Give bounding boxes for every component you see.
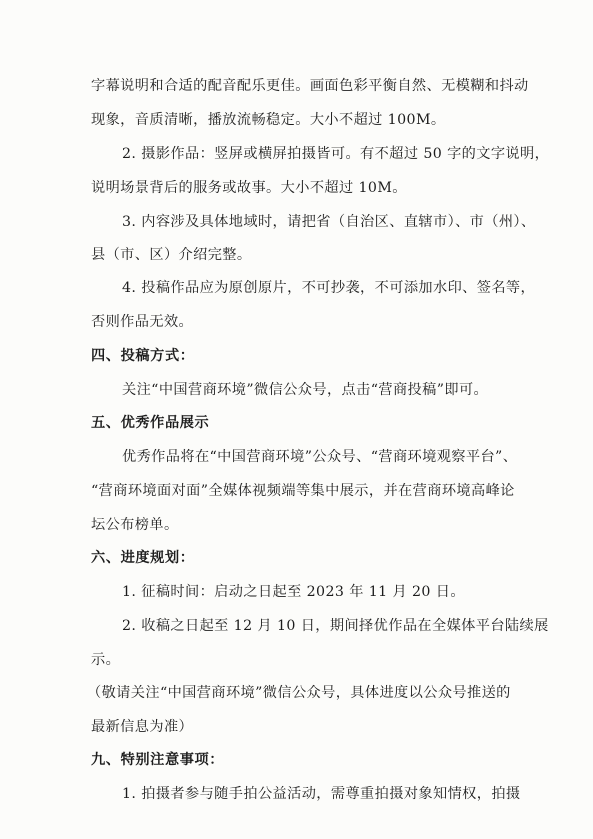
body-line: 示。 xyxy=(91,652,121,668)
list-item-2: 2. 摄影作品：竖屏或横屏拍摄皆可。有不超过 50 字的文字说明， xyxy=(122,146,550,162)
list-item-2: 2. 收稿之日起至 12 月 10 日，期间择优作品在全媒体平台陆续展 xyxy=(122,618,549,634)
section-heading-notes: 九、特别注意事项： xyxy=(91,752,225,768)
list-item-4: 4. 投稿作品应为原创原片，不可抄袭，不可添加水印、签名等， xyxy=(122,280,536,296)
note-line: 最新信息为准） xyxy=(91,719,194,735)
body-line: 说明场景背后的服务或故事。大小不超过 10M。 xyxy=(91,180,407,196)
body-line: 坛公布榜单。 xyxy=(91,517,179,533)
note-line: （敬请关注“中国营商环境”微信公众号，具体进度以公众号推送的 xyxy=(87,685,511,701)
body-line: 优秀作品将在“中国营商环境”公众号、“营商环境观察平台”、 xyxy=(122,449,518,465)
body-line: 关注“中国营商环境”微信公众号，点击“营商投稿”即可。 xyxy=(122,382,489,398)
section-heading-submission: 四、投稿方式： xyxy=(91,348,195,364)
section-heading-schedule: 六、进度规划： xyxy=(91,550,195,566)
list-item-3: 3. 内容涉及具体地域时，请把省（自治区、直辖市）、市（州）、 xyxy=(122,214,536,230)
section-heading-showcase: 五、优秀作品展示 xyxy=(91,415,210,431)
body-line: 字幕说明和合适的配音配乐更佳。画面色彩平衡自然、无模糊和抖动 xyxy=(91,78,529,94)
body-line: 否则作品无效。 xyxy=(91,314,194,330)
list-item-1: 1. 拍摄者参与随手拍公益活动，需尊重拍摄对象知情权，拍摄 xyxy=(122,786,521,802)
body-line: 县（市、区）介绍完整。 xyxy=(91,247,252,263)
list-item-1: 1. 征稿时间：启动之日起至 2023 年 11 月 20 日。 xyxy=(122,584,465,600)
body-line: “营商环境面对面”全媒体视频端等集中展示，并在营商环境高峰论 xyxy=(91,483,515,499)
body-line: 现象，音质清晰，播放流畅稳定。大小不超过 100M。 xyxy=(91,112,446,128)
